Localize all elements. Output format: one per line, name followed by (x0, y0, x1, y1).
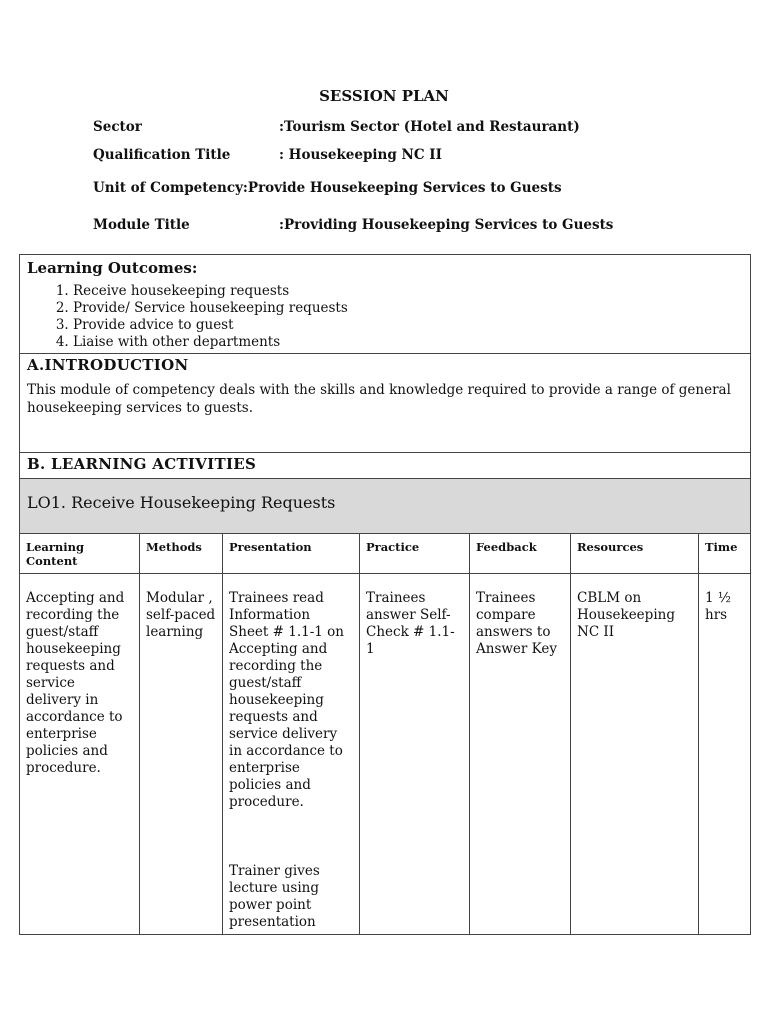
lo1-title: LO1. Receive Housekeeping Requests (20, 479, 751, 534)
header-resources: Resources (571, 534, 699, 574)
list-item: 1. Receive housekeeping requests (73, 283, 743, 300)
module-label: Module Title (93, 217, 190, 233)
learning-activities-row (20, 453, 751, 479)
list-item: 2. Provide/ Service housekeeping requests (73, 300, 743, 317)
header-learning-content: Learning Content (20, 534, 140, 574)
learning-activities-heading: B. LEARNING ACTIVITIES (27, 455, 257, 473)
introduction-row (20, 354, 751, 453)
unit-of-competency: Unit of Competency:Provide Housekeeping Services to Guests (93, 180, 562, 196)
cell-resources: CBLM on Housekeeping NC II (571, 574, 699, 935)
header-feedback: Feedback (470, 534, 571, 574)
lo1-row (20, 479, 751, 534)
module-value: :Providing Housekeeping Services to Guests (279, 217, 614, 233)
cell-time: 1 ½ hrs (699, 574, 751, 935)
introduction-cell (20, 354, 751, 453)
header-time: Time (699, 534, 751, 574)
learning-outcomes-cell (20, 255, 751, 354)
learning-activities-cell (20, 453, 751, 479)
cell-methods: Modular , self-paced learning (140, 574, 223, 935)
header-presentation: Presentation (223, 534, 360, 574)
header-practice: Practice (360, 534, 470, 574)
sector-label: Sector (93, 119, 142, 135)
qualification-label: Qualification Title (93, 147, 231, 163)
header-methods: Methods (140, 534, 223, 574)
cell-feedback: Trainees compare answers to Answer Key (470, 574, 571, 935)
cell-practice: Trainees answer Self-Check # 1.1-1 (360, 574, 470, 935)
list-item: 4. Liaise with other departments (73, 334, 743, 351)
learning-outcomes-heading: Learning Outcomes: (27, 259, 198, 277)
sector-value: :Tourism Sector (Hotel and Restaurant) (279, 119, 580, 135)
table-row (20, 574, 751, 935)
column-header-row (20, 534, 751, 574)
introduction-text: This module of competency deals with the skills and knowledge required to provide a range of general housekeeping services to guests. (27, 382, 731, 416)
cell-learning-content: Accepting and recording the guest/staff housekeeping requests and service delivery in accordance to enterprise policies and procedure. (20, 574, 140, 935)
page-title: SESSION PLAN (319, 87, 449, 105)
session-plan-table (19, 254, 751, 935)
cell-presentation (223, 574, 360, 935)
introduction-heading: A.INTRODUCTION (27, 356, 189, 374)
presentation-reading: Trainees read Information Sheet # 1.1-1 on Accepting and recording the guest/staff housekeeping requests and service delivery in accordance to enterprise policies and procedure. (229, 590, 344, 810)
list-item: 3. Provide advice to guest (73, 317, 743, 334)
presentation-lecture: Trainer gives lecture using power point presentation (229, 863, 320, 930)
learning-outcomes-list (27, 283, 743, 351)
qualification-value: : Housekeeping NC II (279, 147, 442, 163)
learning-outcomes-row (20, 255, 751, 354)
